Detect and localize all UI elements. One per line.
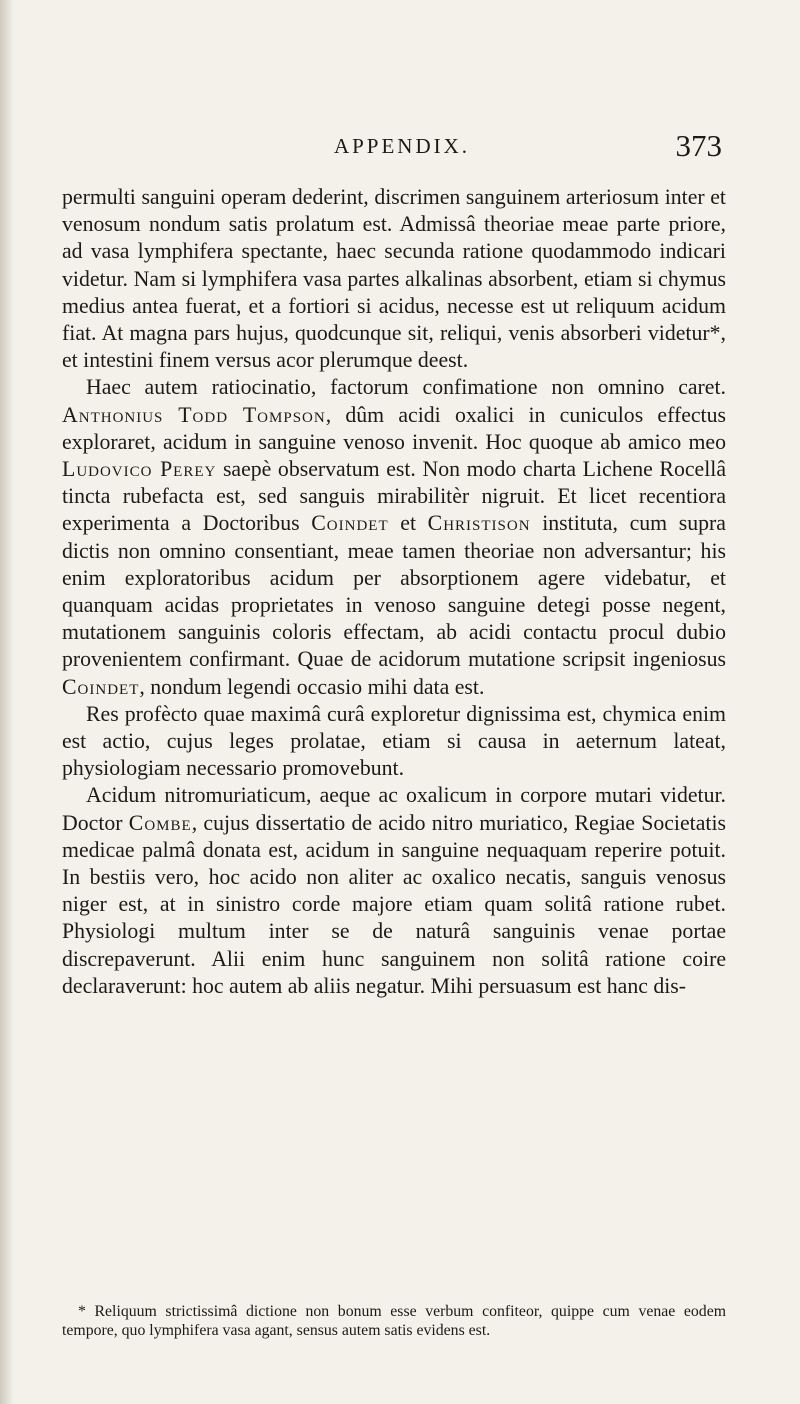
paragraph-text: , dûm acidi oxalici in cuniculos effectus exploraret, acidum in sanguine venoso invenit. Hoc quoque ab amico meo (62, 402, 726, 454)
person-name: Coindet (62, 674, 140, 699)
paragraph-3 (62, 701, 726, 783)
person-name: Ludovico Perey (62, 457, 217, 482)
paragraph-text: , nondum legendi occasio mihi data est. (139, 674, 485, 699)
paragraph-text: Haec autem ratiocinatio, factorum confimatione non omnino caret. (86, 375, 726, 400)
paragraph-2 (62, 374, 726, 700)
paragraph-text: , cujus dissertatio de acido nitro muriatico, Regiae Societatis medicae palmâ donata est, acidum in sanguine nequaquam reperire potuit. In bestiis vero, hoc acido non aliter ac oxalico necatis, sanguis venosus niger est, at in sinistro corde majore etiam quam solitâ ratione rubet. Physiologi multum inter se de naturâ sanguinis venae portae discrepaverunt. Alii enim hunc sanguinem non solitâ ratione coire declaraverunt: hoc autem ab aliis negatur. Mihi persuasum est hanc dis- (62, 810, 726, 998)
paragraph-text: Res profècto quae maximâ curâ exploretur dignissima est, chymica enim est actio, cujus leges prolatae, etiam si causa in aeternum lateat, physiologiam necessario promovebunt. (62, 701, 726, 781)
paragraph-1 (62, 184, 726, 374)
person-name: Christison (427, 511, 531, 536)
running-title: APPENDIX. (333, 134, 471, 158)
paragraph-text: saepè observatum est. Non modo charta Lichene Rocellâ tincta rubefacta est, sed sanguis mirabilitèr nigruit. Et licet recentiora experimenta a Doctoribus (62, 457, 726, 536)
paragraph-text: instituta, cum supra dictis non omnino consentiant, meae tamen theoriae non adversantur; his enim exploratoribus acidum per absorptionem agere videbatur, et quanquam acidas proprietates in venoso sanguine detegi posse negent, mutationem sanguinis coloris effectam, ab acidi contactu procul dubio provenientem confirmant. Quae de acidorum mutatione scripsit ingeniosus (62, 511, 726, 672)
body-text (62, 184, 726, 1000)
footnote: * Reliquum strictissimâ dictione non bonum esse verbum confiteor, quippe cum venae eodem tempore, quo lymphifera vasa agant, sensus autem satis evidens est. (62, 1303, 726, 1339)
person-name: Anthonius Todd Tompson (62, 402, 326, 427)
paragraph-text: Acidum nitromuriaticum, aeque ac oxalicum in corpore mutari videtur. Doctor (62, 783, 726, 835)
paragraph-text: et (388, 511, 428, 536)
person-name: Coindet (311, 511, 389, 536)
running-head (82, 128, 722, 164)
paragraph-text: permulti sanguini operam dederint, discrimen sanguinem arteriosum inter et venosum nondum satis prolatum est. Admissâ theoriae meae parte priore, ad vasa lymphifera spectante, haec secunda ratione quodammodo indicari videtur. Nam si lymphifera vasa partes alkalinas absorbent, etiam si chymus medius antea fuerat, et a fortiori si acidus, necesse est ut reliquum acidum fiat. At magna pars hujus, quodcunque sit, reliqui, venis absorberi videtur*, et intestini finem versus acor plerumque deest. (62, 185, 726, 373)
paragraph-4 (62, 782, 726, 1000)
person-name: Combe (128, 810, 192, 835)
gutter-shadow (0, 0, 14, 1404)
page-number: 373 (675, 128, 722, 163)
